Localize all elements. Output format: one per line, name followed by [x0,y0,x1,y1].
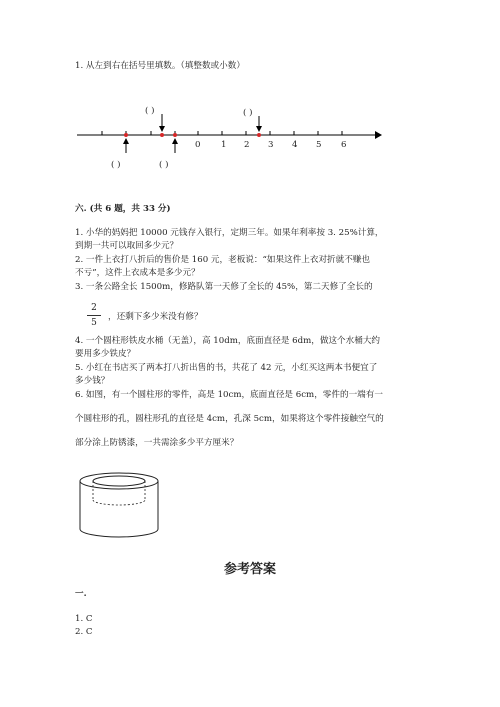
tick-label: 5 [316,140,322,150]
question-line: 部分涂上防锈漆，一共需涂多少平方厘米？ [75,438,239,448]
cylinder-top-ellipse [80,473,158,489]
cylinder-figure [76,470,164,542]
tick-label: 3 [268,140,274,150]
question-line: 6. 如图，有一个圆柱形的零件，高是 10cm，底面直径是 6cm，零件的一端有一 [75,390,383,400]
answer-blank-top[interactable]: ( ) [243,108,253,118]
marker-point [124,133,128,137]
question-line: 个圆柱形的孔，圆柱形孔的直径是 4cm，孔深 5cm，如果将这个零件接触空气的 [75,414,384,424]
section-heading: 六. (共 6 题，共 33 分) [75,204,171,214]
fraction [87,303,101,328]
question-line: 5. 小红在书店买了两本打八折出售的书，共花了 42 元，小红买这两本书便宜了 [75,363,378,373]
down-arrow-icon [159,126,165,132]
minor-ticks [102,131,342,135]
number-line-figure [75,95,385,185]
answer-blank-bottom[interactable]: ( ) [111,160,121,170]
hole-bottom-dashed [93,500,145,505]
marker-point [257,133,261,137]
question-line: 2. 一件上衣打八折后的售价是 160 元，老板说：“如果这件上衣对折就不赚也 [75,255,371,265]
tick-label: 4 [292,140,298,150]
answer-blank-top[interactable]: ( ) [145,106,155,116]
question-1-heading: 1. 从左到右在括号里填数。（填整数或小数） [75,61,245,71]
axis-arrowhead [375,131,382,139]
tick-label: 0 [195,140,201,150]
marker-point [160,133,164,137]
tick-label: 2 [244,140,250,150]
question-line: 要用多少铁皮？ [75,349,136,359]
question-line: 多少钱？ [75,376,110,386]
cylinder-bottom-arc [80,529,158,537]
up-arrow-icon [123,138,129,144]
answer-item: 2. C [75,627,93,637]
answers-title: 参考答案 [223,562,276,577]
hole-ellipse [93,476,145,486]
fraction-numerator: 2 [91,303,97,313]
up-arrows [126,142,175,153]
up-arrow-icon [172,138,178,144]
down-arrow-icon [256,126,262,132]
question-line: 3. 一条公路全长 1500m，修路队第一天修了全长的 45%，第二天修了全长的 [75,282,373,292]
marker-point [173,133,177,137]
question-line: ，还剩下多少米没有修？ [108,312,203,322]
tick-label: 1 [221,140,227,150]
fraction-denominator: 5 [91,318,97,328]
question-line: 1. 小华的妈妈把 10000 元钱存入银行，定期三年。如果年利率按 3. 25%计算， [75,228,384,238]
tick-label: 6 [341,140,347,150]
question-line: 到期一共可以取回多少元？ [75,241,179,251]
fraction-bar [87,315,101,316]
answer-blank-bottom[interactable]: ( ) [159,160,169,170]
question-line: 不亏”，这件上衣成本是多少元？ [75,268,200,278]
answer-item: 1. C [75,614,93,624]
answers-part: 一. [75,589,87,599]
question-line: 4. 一个圆柱形铁皮水桶（无盖），高 10dm，底面直径是 6dm，做这个水桶大约 [75,336,381,346]
